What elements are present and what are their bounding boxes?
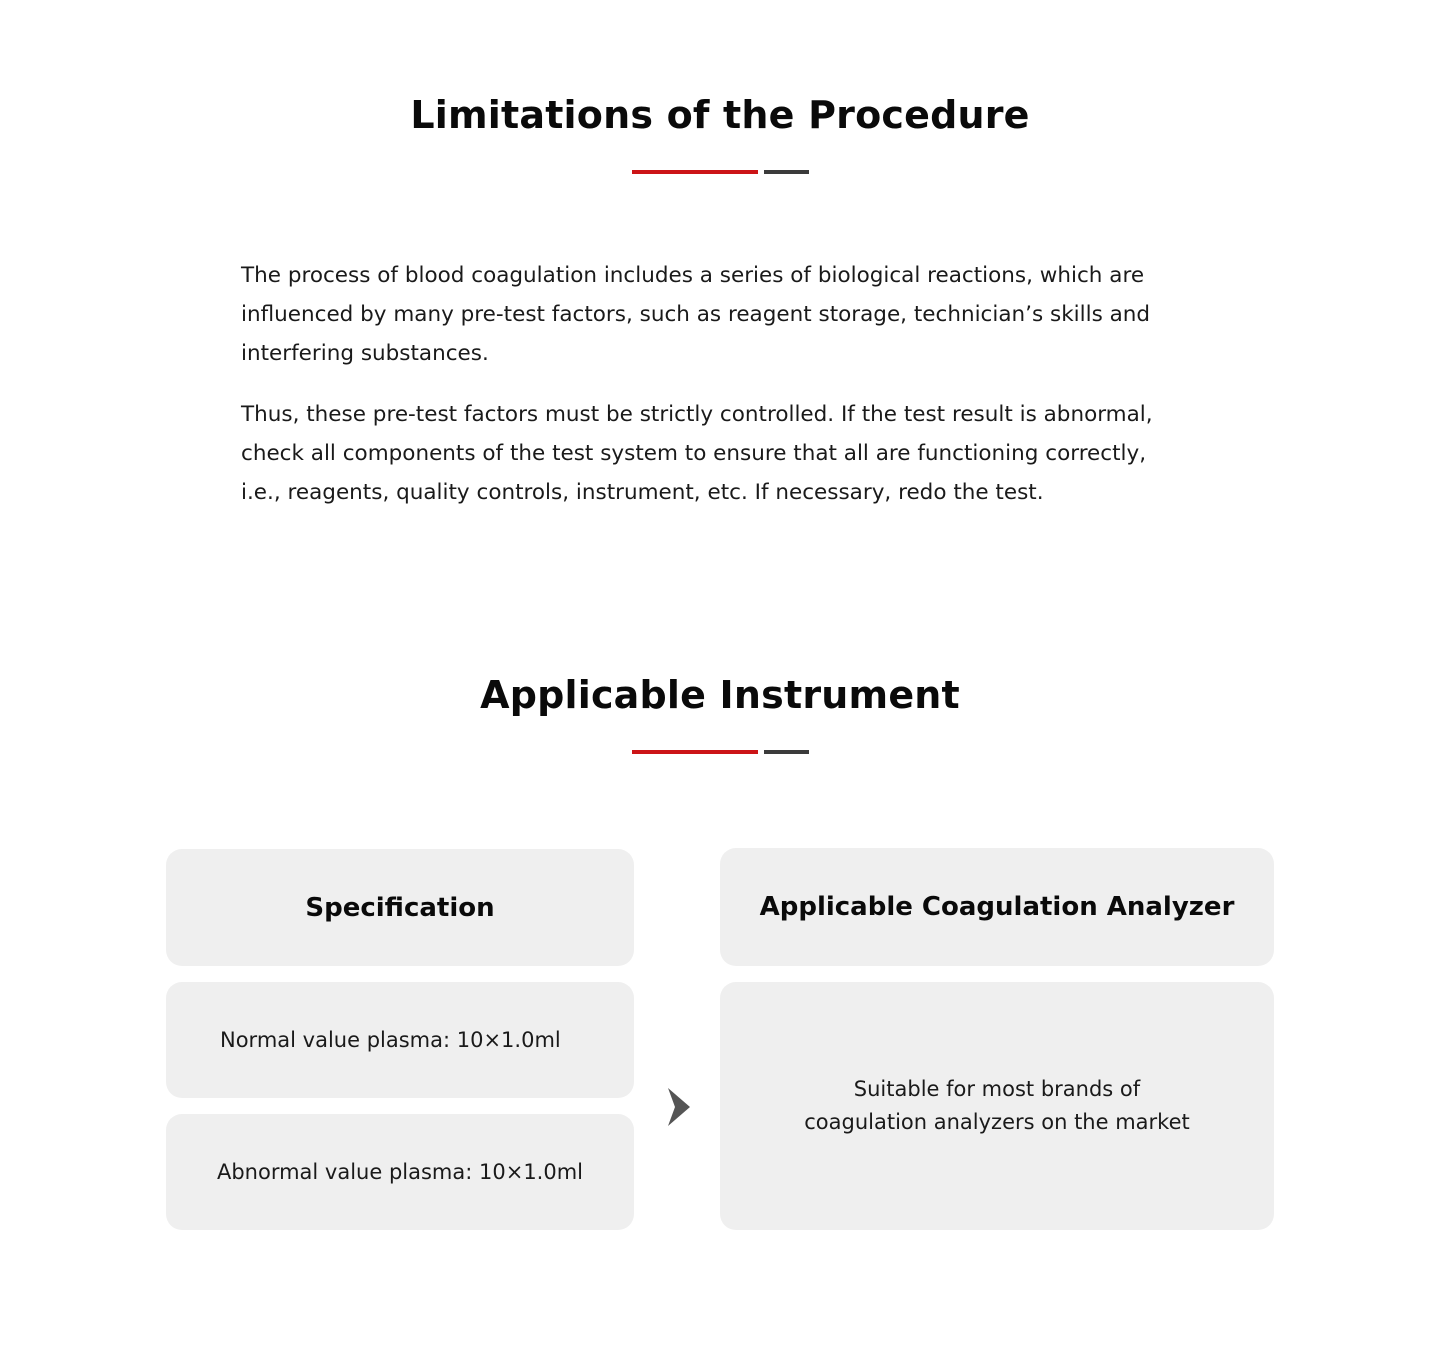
analyzer-description-line-2: coagulation analyzers on the market (804, 1110, 1190, 1134)
analyzer-header: Applicable Coagulation Analyzer (759, 892, 1235, 922)
chevron-right-icon (666, 1086, 692, 1128)
specification-abnormal-value: Abnormal value plasma: 10×1.0ml (216, 1160, 584, 1184)
limitations-title: Limitations of the Procedure (410, 93, 1030, 137)
specification-normal-value: Normal value plasma: 10×1.0ml (220, 1028, 561, 1052)
analyzer-description-line-1: Suitable for most brands of (853, 1077, 1141, 1101)
limitations-title-divider (632, 170, 809, 174)
divider-red-bar (632, 750, 758, 754)
divider-dark-bar (764, 170, 809, 174)
limitations-paragraph-1: The process of blood coagulation includes a series of biological reactions, which are influenced by many pre-test factors, such as reagent storage, technician’s skills and interfering substances. (241, 263, 1151, 366)
specification-card-normal (166, 982, 634, 1098)
specification-card-abnormal (166, 1114, 634, 1230)
divider-red-bar (632, 170, 758, 174)
analyzer-description-card (720, 982, 1274, 1230)
divider-dark-bar (764, 750, 809, 754)
instrument-title: Applicable Instrument (480, 673, 960, 717)
analyzer-header-card (720, 848, 1274, 966)
limitations-paragraph-2: Thus, these pre-test factors must be strictly controlled. If the test result is abnormal, check all components of the test system to ensure that all are functioning correctly, i.e., reagents, quality controls, instrument, etc. If necessary, redo the test. (241, 402, 1153, 505)
specification-header: Specification (305, 892, 495, 923)
specification-header-card (166, 849, 634, 966)
analyzer-description (804, 1073, 1190, 1139)
instrument-title-divider (632, 750, 809, 754)
